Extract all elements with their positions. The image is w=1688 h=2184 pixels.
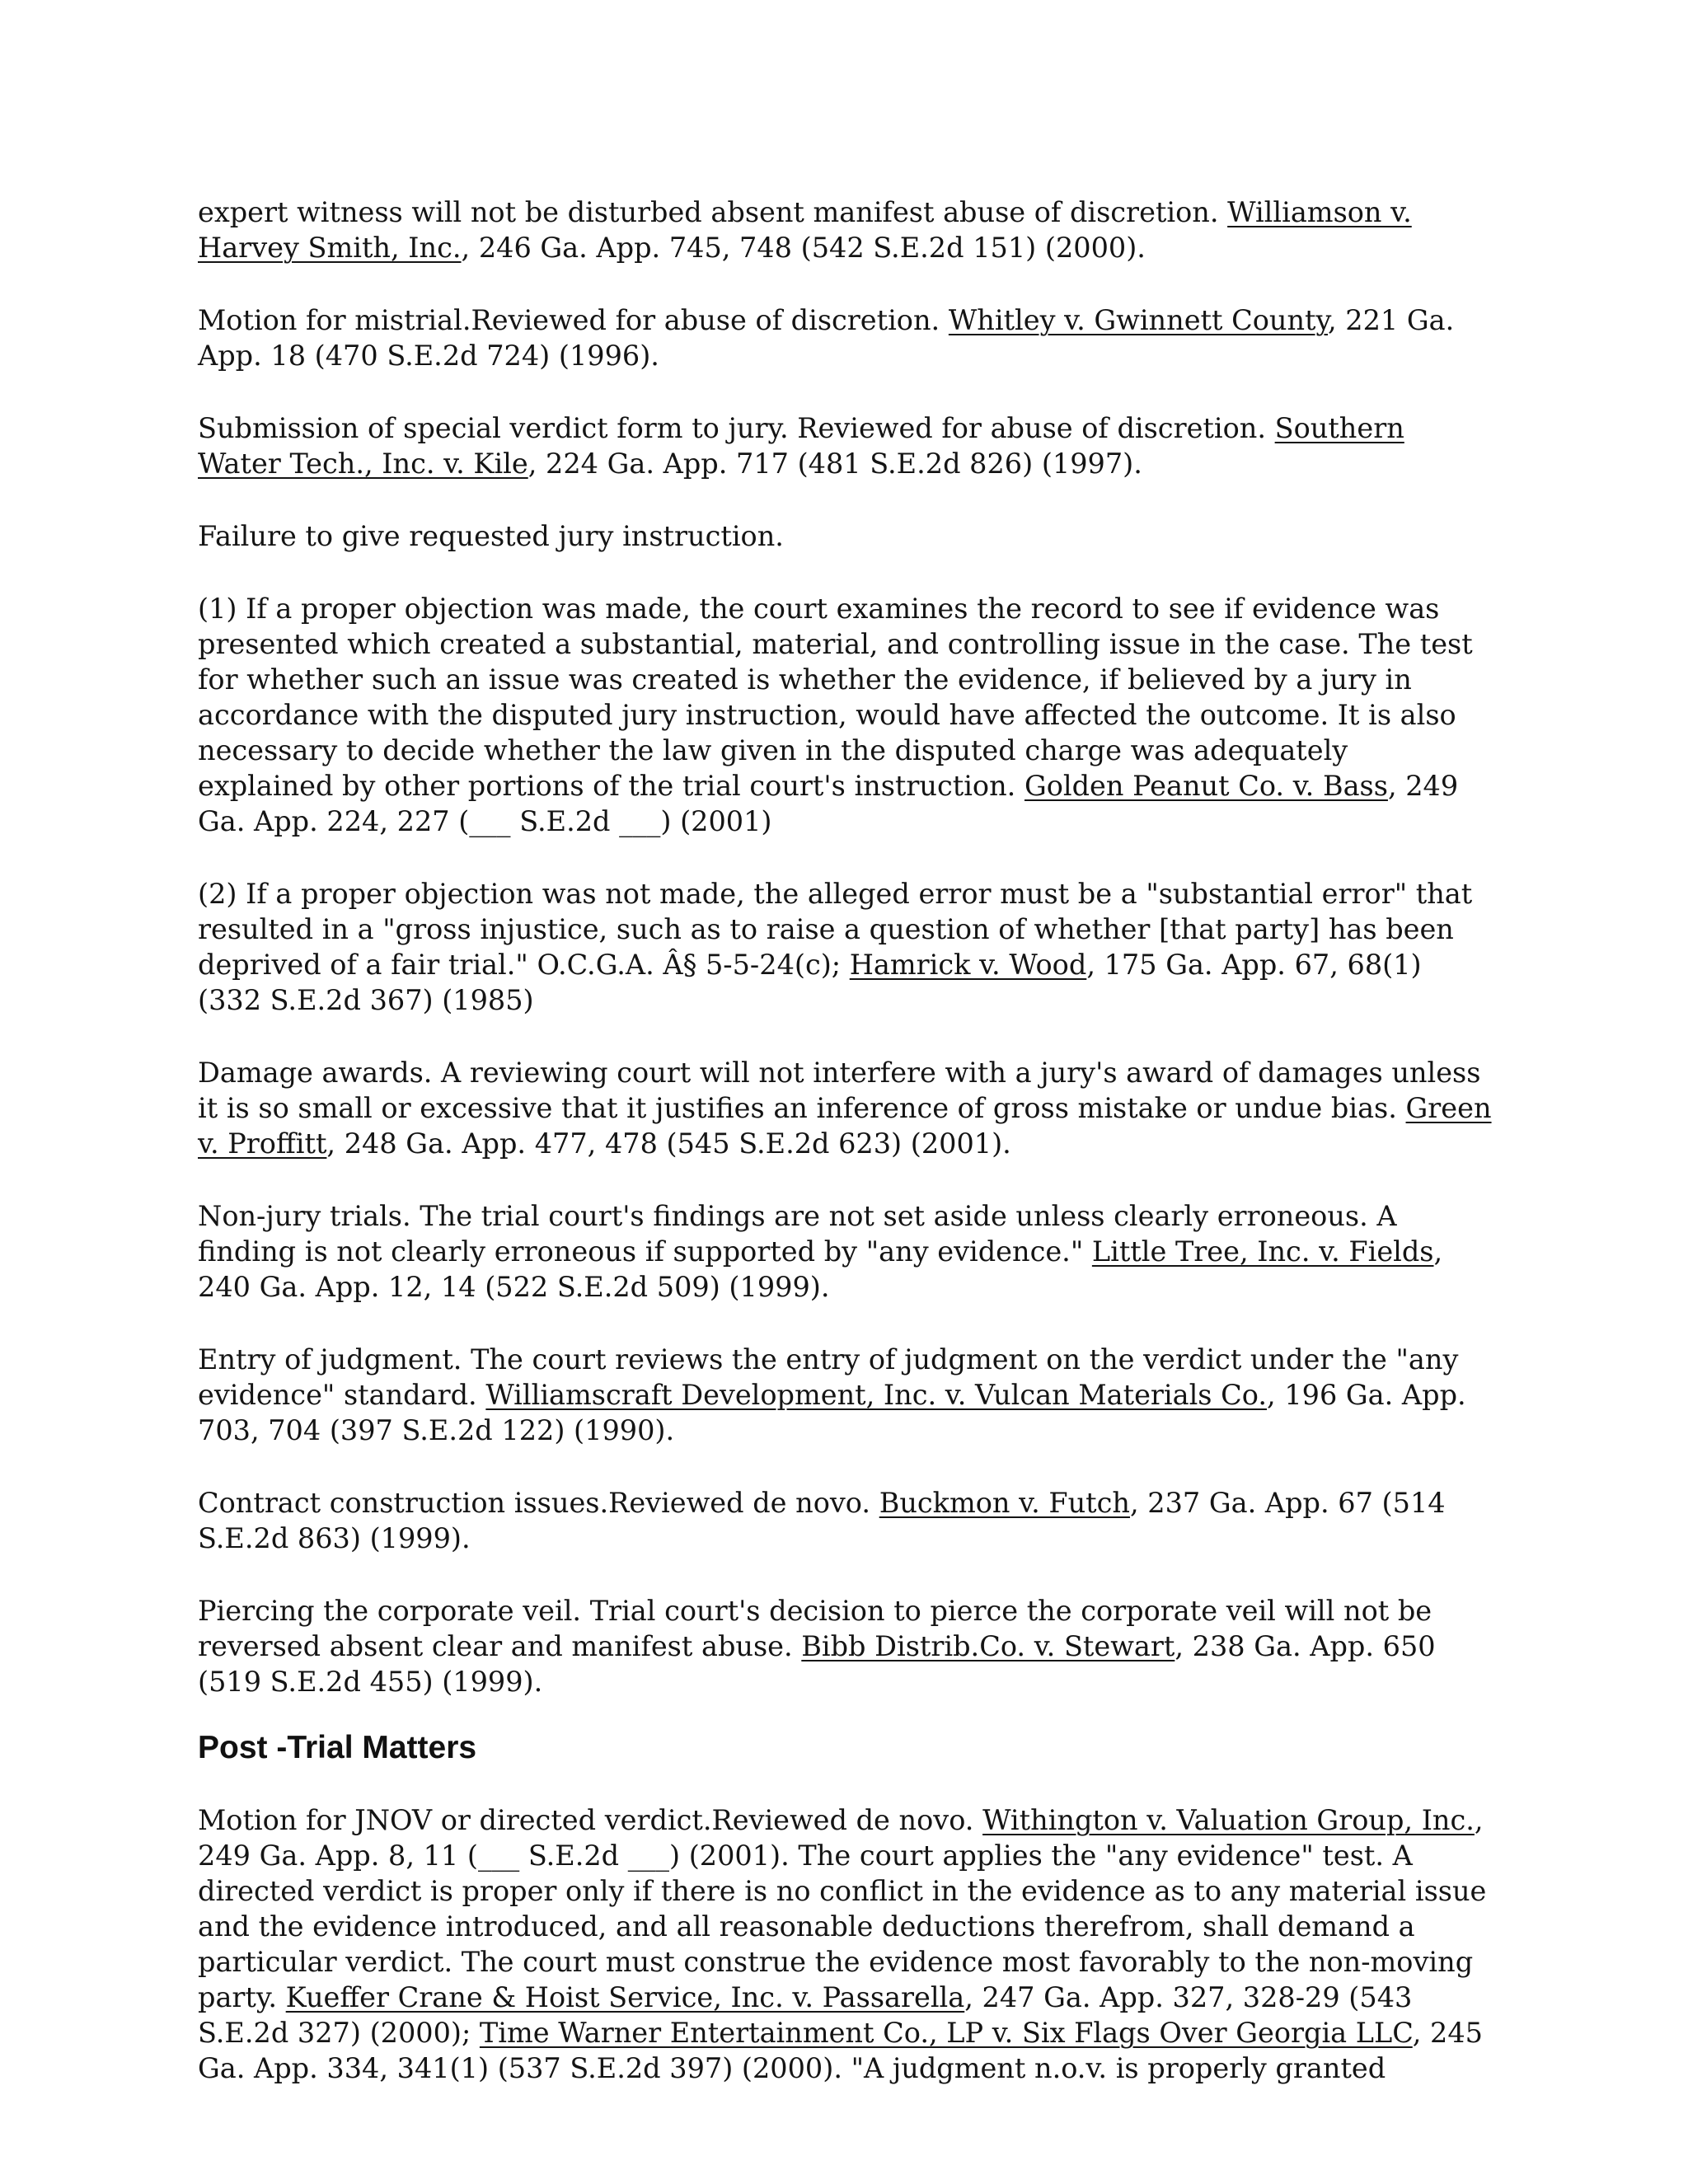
paragraph — [198, 1802, 1492, 2086]
paragraph-text: Contract construction issues.Reviewed de novo. — [198, 1487, 879, 1519]
paragraph — [198, 876, 1492, 1018]
case-citation: Williamson v. Harvey Smith, Inc. — [198, 196, 1412, 264]
post-trial-list — [198, 1802, 1492, 2086]
paragraph-text: Piercing the corporate veil. Trial court's decision to pierce the corporate veil will not be reversed absent clear and manifest abuse. — [198, 1595, 1432, 1662]
paragraph — [198, 194, 1492, 265]
paragraph-text: , 224 Ga. App. 717 (481 S.E.2d 826) (1997). — [528, 448, 1142, 480]
case-citation: Hamrick v. Wood — [849, 949, 1087, 981]
case-citation: Buckmon v. Futch — [879, 1487, 1130, 1519]
paragraph — [198, 1485, 1492, 1556]
paragraph-text: , 237 Ga. App. 67 (514 S.E.2d 863) (1999). — [198, 1487, 1446, 1554]
paragraph-text: , 240 Ga. App. 12, 14 (522 S.E.2d 509) (1999). — [198, 1235, 1443, 1303]
paragraph-text: , 248 Ga. App. 477, 478 (545 S.E.2d 623) (2001). — [326, 1127, 1011, 1160]
paragraph-text: , 196 Ga. App. 703, 704 (397 S.E.2d 122) (1990). — [198, 1379, 1466, 1446]
paragraph-text: , 249 Ga. App. 8, 11 (___ S.E.2d ___) (2001). The court applies the "any evidence" test. A directed verdict is proper only if there is no conflict in the evidence as to any material issue and the evidence introduced, and all reasonable deductions therefrom, shall demand a particular verdict. The court must construe the evidence most favorably to the non-moving party. — [198, 1804, 1487, 2013]
case-citation: Green v. Proffitt — [198, 1092, 1492, 1160]
paragraph-text: , 175 Ga. App. 67, 68(1) (332 S.E.2d 367) (1985) — [198, 949, 1422, 1016]
paragraph — [198, 591, 1492, 839]
paragraph-text: , 238 Ga. App. 650 (519 S.E.2d 455) (1999). — [198, 1630, 1436, 1698]
case-citation: Whitley v. Gwinnett County — [948, 304, 1328, 336]
paragraph — [198, 518, 1492, 554]
paragraph-text: expert witness will not be disturbed absent manifest abuse of discretion. — [198, 196, 1228, 228]
document-page — [198, 194, 1492, 2123]
case-citation: Southern Water Tech., Inc. v. Kile — [198, 412, 1404, 480]
paragraph-text: , 246 Ga. App. 745, 748 (542 S.E.2d 151) (2000). — [461, 232, 1146, 264]
case-citation: Golden Peanut Co. v. Bass — [1024, 770, 1388, 802]
paragraph-text: Motion for mistrial.Reviewed for abuse of discretion. — [198, 304, 949, 336]
paragraph-text: , 247 Ga. App. 327, 328-29 (543 S.E.2d 327) (2000); — [198, 1981, 1413, 2049]
paragraph — [198, 1342, 1492, 1448]
paragraph-text: Motion for JNOV or directed verdict.Reviewed de novo. — [198, 1804, 983, 1836]
paragraph-text: Failure to give requested jury instruction. — [198, 520, 784, 552]
paragraph-text: , 221 Ga. App. 18 (470 S.E.2d 724) (1996). — [198, 304, 1455, 372]
paragraph-text: Non-jury trials. The trial court's findings are not set aside unless clearly erroneous. A finding is not clearly erroneous if supported by "any evidence." — [198, 1200, 1397, 1268]
case-citation: Williamscraft Development, Inc. v. Vulcan Materials Co. — [485, 1379, 1268, 1411]
paragraph-text: (1) If a proper objection was made, the court examines the record to see if evidence was presented which created a substantial, material, and controlling issue in the case. The test for whether such an issue was created is whether the evidence, if believed by a jury in accordance with the disputed jury instruction, would have affected the outcome. It is also necessary to decide whether the law given in the disputed charge was adequately explained by other portions of the trial court's instruction. — [198, 593, 1473, 802]
section-heading: Post -Trial Matters — [198, 1730, 477, 1765]
paragraph-text: (2) If a proper objection was not made, the alleged error must be a "substantial error" that resulted in a "gross injustice, such as to raise a question of whether [that party] has been deprived of a fair trial." O.C.G.A. Â§ 5-5-24(c); — [198, 878, 1473, 981]
case-citation: Bibb Distrib.Co. v. Stewart — [801, 1630, 1175, 1662]
case-citation: Time Warner Entertainment Co., LP v. Six Flags Over Georgia LLC — [479, 2017, 1413, 2049]
paragraph — [198, 410, 1492, 481]
paragraph — [198, 1593, 1492, 1699]
paragraph-text: , 245 Ga. App. 334, 341(1) (537 S.E.2d 397) (2000). "A judgment n.o.v. is properly granted — [198, 2017, 1483, 2084]
standards-of-review-list — [198, 194, 1492, 1699]
paragraph — [198, 1055, 1492, 1161]
paragraph — [198, 1198, 1492, 1305]
paragraph-text: Submission of special verdict form to jury. Reviewed for abuse of discretion. — [198, 412, 1275, 444]
case-citation: Kueffer Crane & Hoist Service, Inc. v. Passarella — [285, 1981, 965, 2013]
case-citation: Little Tree, Inc. v. Fields — [1091, 1235, 1434, 1268]
paragraph-text: Damage awards. A reviewing court will not interfere with a jury's award of damages unless it is so small or excessive that it justifies an inference of gross mistake or undue bias. — [198, 1057, 1481, 1124]
paragraph-text: Entry of judgment. The court reviews the entry of judgment on the verdict under the "any evidence" standard. — [198, 1343, 1459, 1411]
paragraph — [198, 302, 1492, 373]
paragraph-text: , 249 Ga. App. 224, 227 (___ S.E.2d ___) (2001) — [198, 770, 1459, 837]
case-citation: Withington v. Valuation Group, Inc. — [982, 1804, 1475, 1836]
